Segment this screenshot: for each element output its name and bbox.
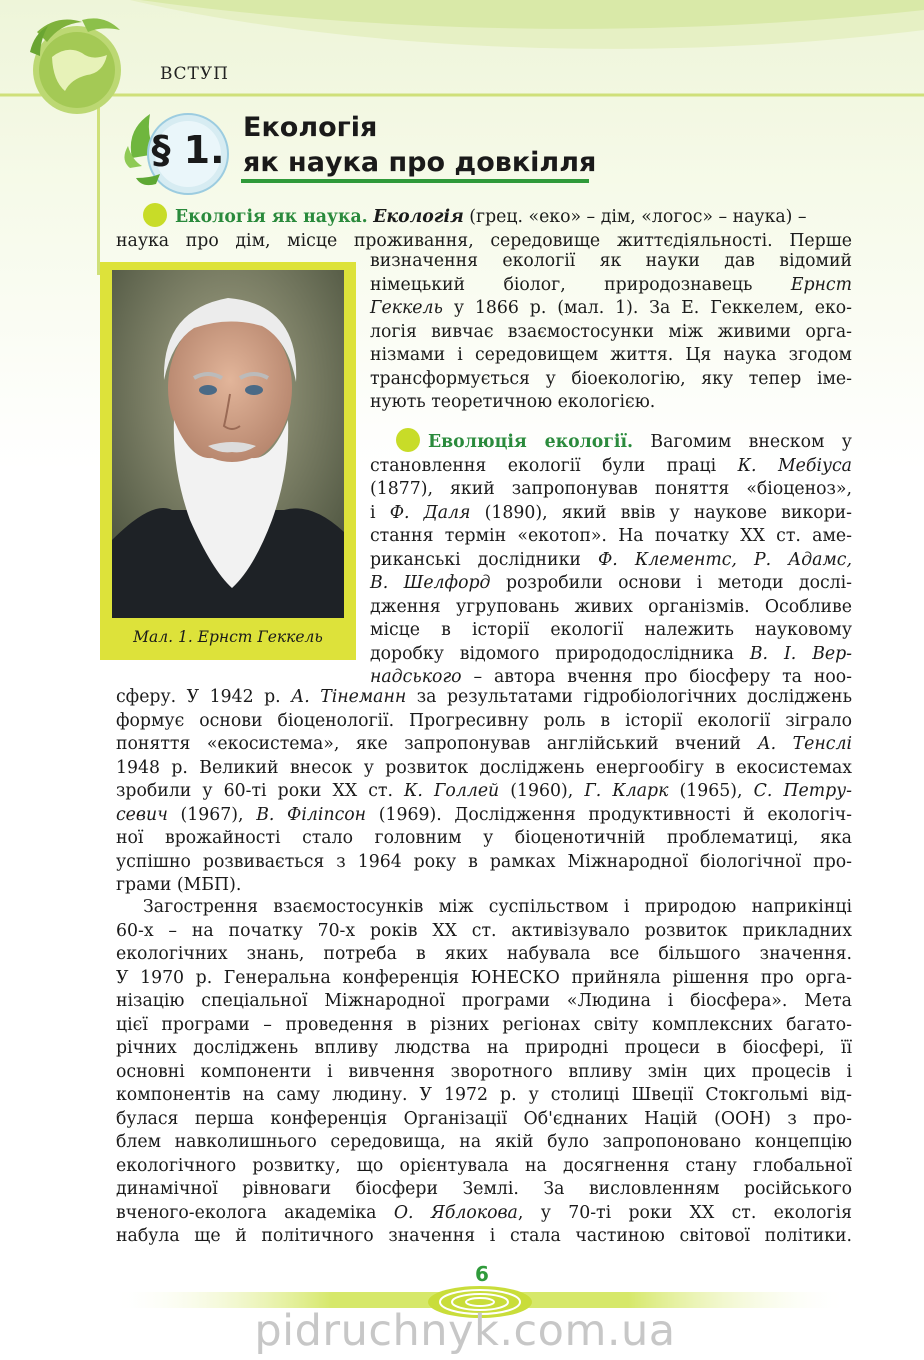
text-line: нують теоретичною екологією. <box>370 392 656 412</box>
name-italic: севич <box>116 804 168 825</box>
text-span: розробили основи і методи дослі- <box>505 573 853 593</box>
name-italic: О. Яблокова <box>393 1202 518 1223</box>
section2-heading: Еволюція екології. <box>428 432 634 452</box>
text-span: , у 70-ті роки XX ст. екологія <box>517 1202 852 1223</box>
text-line: нізацію спеціальної Міжнародної програми «Людина і біосфера». Мета <box>116 991 852 1011</box>
text-line: Загострення взаємостосунків між суспільством і природою наприкінці <box>143 897 852 917</box>
text-line: основні компоненти і вивчення зворотного впливу змін цих процесів і <box>116 1061 852 1082</box>
text-line: булася перша конференція Організації Об'єднаних Націй (ООН) з про- <box>116 1108 852 1129</box>
text-span: у 1866 р. (мал. 1). За Е. Геккелем, еко- <box>453 298 852 318</box>
text-line: (1877), який запропонував поняття «біоценоз», <box>370 479 852 499</box>
name-italic: надського <box>370 667 462 687</box>
text-span: – автора вчення про біосферу та ноо- <box>473 667 852 687</box>
text-line: У 1970 р. Генеральна конференція ЮНЕСКО прийняла рішення про орга- <box>116 967 852 988</box>
figure-caption: Мал. 1. Ернст Геккель <box>133 628 323 646</box>
text-span: зробили у 60-ті роки XX ст. <box>116 781 393 801</box>
text-line: дження угруповань живих організмів. Особливе <box>370 596 852 617</box>
text-line: екологічного розвитку, що орієнтувала на досягнення стану глобальної <box>116 1155 852 1176</box>
paragraph-3 <box>116 896 852 1249</box>
section-label: ВСТУП <box>160 64 229 84</box>
text-line <box>116 780 852 804</box>
text-span: риканські дослідники <box>370 549 581 570</box>
page-number: 6 <box>475 1262 489 1286</box>
section2-wrapped <box>370 428 852 690</box>
text-line <box>370 455 852 479</box>
name-italic: Ернст <box>790 274 852 295</box>
text-line: нізмами і середовищем життя. Ця наука згодом <box>370 345 852 365</box>
text-line: трансформується у біоекологію, яку тепер іме- <box>370 368 852 389</box>
text-line: 1948 р. Великий внесок у розвиток досліджень енергообігу в екосистемах <box>116 757 852 778</box>
term-ecology: Екологія <box>373 207 464 227</box>
name-italic: Г. Кларк <box>584 781 669 801</box>
globe-icon <box>22 12 132 122</box>
title-underline <box>241 179 589 183</box>
section1-line2: наука про дім, місце проживання, середовище життєдіяльності. Перше <box>116 230 852 251</box>
watermark: pidruchnyk.com.ua <box>254 1306 676 1356</box>
section2-line1 <box>370 428 852 455</box>
text-line <box>116 804 852 828</box>
text-line <box>370 502 852 526</box>
text-span: вченого-еколога академіка <box>116 1202 377 1223</box>
name-italic: К. Мебіуса <box>737 455 852 476</box>
text-span: Вагомим внеском у <box>650 432 852 452</box>
name-italic: Геккель <box>370 298 443 318</box>
name-italic: В. Шелфорд <box>370 573 491 593</box>
text-line: визначення екології як науки дав відомий <box>370 251 852 271</box>
text-line <box>370 297 852 321</box>
bullet-icon <box>143 203 167 227</box>
text-span: поняття «екосистема», яке запропонував англійський вчений <box>116 734 742 754</box>
text-line: успішно розвивається з 1964 року в рамках Міжнародної біологічної про- <box>116 851 852 872</box>
text-line <box>370 643 852 667</box>
title-line-2: як наука про довкілля <box>243 147 597 178</box>
section2-full <box>116 686 852 898</box>
title-line-1: Екологія <box>243 112 378 143</box>
section1-intro-text: (грец. «еко» – дім, «логос» – наука) – <box>463 207 807 227</box>
name-italic: Ф. Даля <box>389 502 471 523</box>
figure-haeckel <box>100 262 356 660</box>
text-span: (1967), <box>180 804 244 825</box>
text-line: цієї програми – проведення в різних регіонах світу комплексних багато- <box>116 1014 852 1035</box>
name-italic: В. Філіпсон <box>256 804 367 825</box>
text-span: за результатами гідробіологічних досліджень <box>416 687 852 707</box>
text-line <box>116 686 852 710</box>
name-italic: К. Голлей <box>404 781 500 801</box>
text-line: 60-х – на початку 70-х років XX ст. активізувало розвиток прикладних <box>116 920 852 941</box>
text-span: сферу. У 1942 р. <box>116 687 281 707</box>
text-line: місце в історії екології належить науковому <box>370 620 852 640</box>
section1-line1 <box>116 203 852 230</box>
text-line <box>116 733 852 757</box>
text-span: доробку відомого природодослідника <box>370 643 734 664</box>
text-line <box>370 572 852 596</box>
name-italic: А. Тінеманн <box>291 687 407 707</box>
text-span: і <box>370 502 376 523</box>
section1-intro <box>116 203 852 253</box>
text-span: (1969). Дослідження продуктивності й екологіч- <box>378 804 853 825</box>
portrait-photo <box>112 270 344 618</box>
text-line <box>370 274 852 298</box>
section1-wrapped <box>370 250 852 415</box>
text-span: (1960), <box>510 781 574 801</box>
paragraph-number: § 1. <box>151 128 225 172</box>
text-line: формує основи біоценології. Прогресивну роль в історії екології зіграло <box>116 710 852 731</box>
bullet-icon <box>396 428 420 452</box>
text-line: стання термін «екотоп». На початку XX ст. аме- <box>370 526 852 546</box>
text-line: ної врожайності стало головним у біоценотичній проблематиці, яка <box>116 828 852 848</box>
name-italic: А. Тенслі <box>757 734 852 754</box>
name-italic: Ф. Клементс, Р. Адамс, <box>597 549 852 570</box>
text-line: грами (МБП). <box>116 875 242 895</box>
text-line: динамічної рівноваги біосфери Землі. За висловленням російського <box>116 1179 852 1199</box>
text-span: становлення екології були праці <box>370 455 717 476</box>
text-span: німецький біолог, природознавець <box>370 274 753 295</box>
text-line: компонентів на саму людину. У 1972 р. у столиці Швеції Стокгольмі від- <box>116 1085 852 1105</box>
page-title <box>243 110 596 180</box>
text-line <box>370 549 852 573</box>
text-line: екологічних знань, потреба в яких набувала все більшого значення. <box>116 944 852 964</box>
text-line: блем навколишнього середовища, на якій було запропоновано концепцію <box>116 1132 852 1152</box>
text-span: (1890), який ввів у наукове викори- <box>484 502 852 523</box>
text-line: набула ще й політичного значення і стала частиною світової політики. <box>116 1226 852 1246</box>
text-line: логія вивчає взаємостосунки між живими орга- <box>370 321 852 342</box>
text-line: річних досліджень впливу людства на природні процеси в біосфері, її <box>116 1038 852 1058</box>
text-span: (1965), <box>679 781 743 801</box>
section1-heading: Екологія як наука. <box>175 207 368 227</box>
name-italic: В. І. Вер- <box>749 643 853 664</box>
text-line <box>116 1202 852 1226</box>
portrait-image <box>112 270 344 618</box>
name-italic: С. Петру- <box>753 781 853 801</box>
